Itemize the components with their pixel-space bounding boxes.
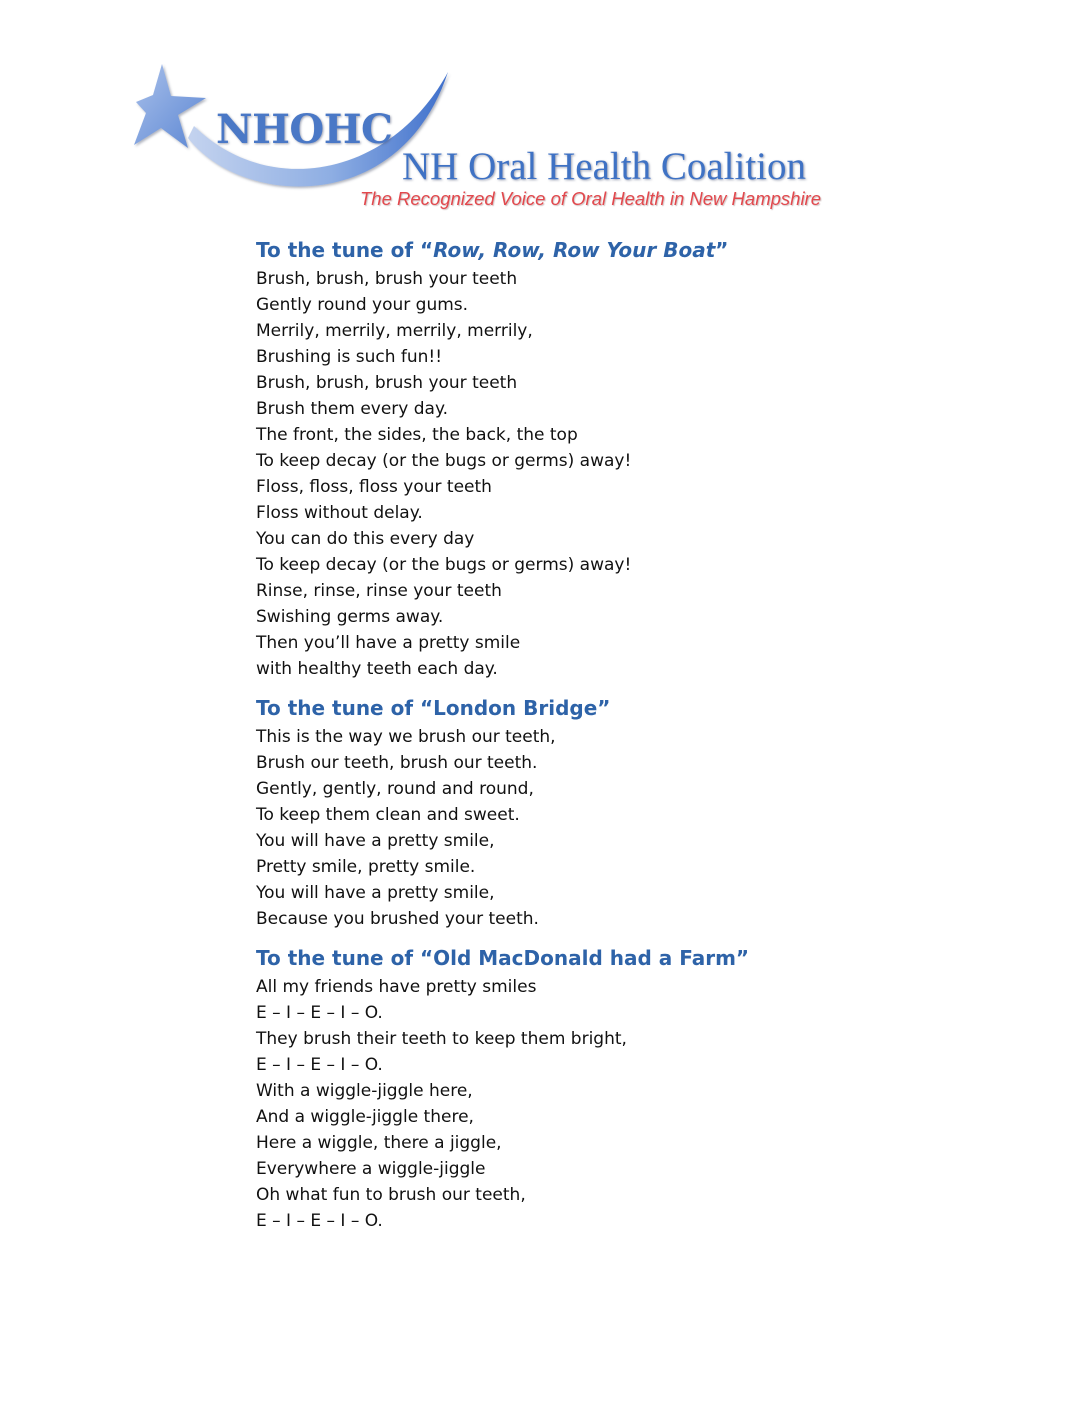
organization-name: NH Oral Health Coalition bbox=[402, 145, 806, 188]
lyric-line: Then you’ll have a pretty smile bbox=[256, 633, 521, 653]
lyric-line: E – I – E – I – O. bbox=[256, 1003, 383, 1023]
lyric-line: They brush their teeth to keep them bright, bbox=[256, 1029, 627, 1049]
song-title bbox=[256, 692, 1016, 724]
lyric-line: Brush, brush, brush your teeth bbox=[256, 373, 518, 393]
lyric-line: To keep them clean and sweet. bbox=[256, 805, 520, 825]
lyrics bbox=[256, 266, 1016, 682]
lyric-line: Merrily, merrily, merrily, merrily, bbox=[256, 321, 533, 341]
lyric-line: Here a wiggle, there a jiggle, bbox=[256, 1133, 502, 1153]
song-row-your-boat bbox=[256, 234, 1016, 682]
lyric-line: You can do this every day bbox=[256, 529, 475, 549]
song-title bbox=[256, 234, 1016, 266]
lyric-line: Brush them every day. bbox=[256, 399, 449, 419]
logo-acronym: NHOHC bbox=[216, 106, 393, 153]
lyric-line: You will have a pretty smile, bbox=[256, 883, 495, 903]
lyric-line: Brush our teeth, brush our teeth. bbox=[256, 753, 538, 773]
song-title-suffix: ” bbox=[715, 238, 729, 262]
song-title-suffix: ” bbox=[735, 946, 750, 970]
song-list bbox=[256, 234, 1016, 1234]
lyric-line: This is the way we brush our teeth, bbox=[256, 727, 556, 747]
song-title-prefix: To the tune of “ bbox=[256, 238, 434, 262]
tune-name: London Bridge bbox=[433, 696, 598, 720]
lyric-line: Gently, gently, round and round, bbox=[256, 779, 534, 799]
song-london-bridge bbox=[256, 692, 1016, 932]
lyric-line: You will have a pretty smile, bbox=[256, 831, 495, 851]
lyrics bbox=[256, 724, 1016, 932]
song-title-suffix: ” bbox=[597, 696, 611, 720]
lyric-line: Because you brushed your teeth. bbox=[256, 909, 539, 929]
lyric-line: Gently round your gums. bbox=[256, 295, 469, 315]
lyric-line: With a wiggle-jiggle here, bbox=[256, 1081, 473, 1101]
lyric-line: Floss without delay. bbox=[256, 503, 423, 523]
lyric-line: Oh what fun to brush our teeth, bbox=[256, 1185, 526, 1205]
lyric-line: Everywhere a wiggle-jiggle bbox=[256, 1159, 486, 1179]
song-title-prefix: To the tune of “ bbox=[256, 946, 434, 970]
lyric-line: Brush, brush, brush your teeth bbox=[256, 269, 518, 289]
lyric-line: All my friends have pretty smiles bbox=[256, 977, 537, 997]
lyric-line: Swishing germs away. bbox=[256, 607, 444, 627]
lyrics bbox=[256, 974, 1016, 1234]
tune-name: Old MacDonald had a Farm bbox=[433, 946, 736, 970]
song-old-macdonald bbox=[256, 942, 1016, 1234]
lyric-line: Brushing is such fun!! bbox=[256, 347, 443, 367]
lyric-line: And a wiggle-jiggle there, bbox=[256, 1107, 474, 1127]
organization-tagline: The Recognized Voice of Oral Health in New Hampshire bbox=[360, 188, 822, 209]
song-title bbox=[256, 942, 1016, 974]
lyric-line: To keep decay (or the bugs or germs) away! bbox=[256, 555, 632, 575]
lyric-line: Rinse, rinse, rinse your teeth bbox=[256, 581, 502, 601]
lyric-line: To keep decay (or the bugs or germs) away! bbox=[256, 451, 632, 471]
lyric-line: E – I – E – I – O. bbox=[256, 1055, 383, 1075]
lyric-line: Floss, floss, floss your teeth bbox=[256, 477, 492, 497]
logo bbox=[130, 58, 850, 218]
lyric-line: Pretty smile, pretty smile. bbox=[256, 857, 476, 877]
lyric-line: with healthy teeth each day. bbox=[256, 659, 498, 679]
tune-name: Row, Row, Row Your Boat bbox=[433, 238, 716, 262]
song-title-prefix: To the tune of “ bbox=[256, 696, 434, 720]
lyric-line: E – I – E – I – O. bbox=[256, 1211, 383, 1231]
lyric-line: The front, the sides, the back, the top bbox=[256, 425, 578, 445]
